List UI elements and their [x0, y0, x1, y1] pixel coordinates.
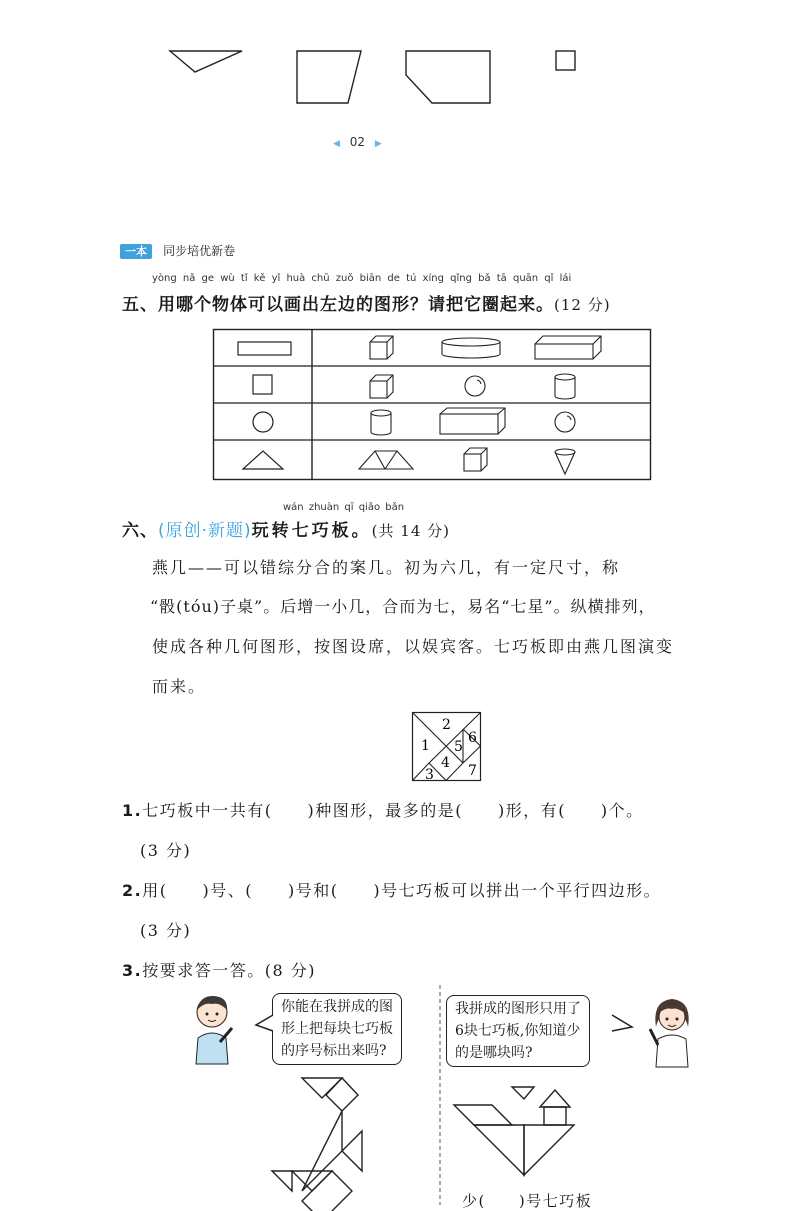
circle-shape [253, 412, 273, 432]
tangram-figure-right [452, 1085, 592, 1185]
ball-icon [555, 412, 575, 432]
cube-icon [370, 375, 393, 398]
page-number: ◀ 02 ▶ [333, 135, 382, 149]
tangram-label-4: 4 [441, 755, 450, 771]
q5-pinyin: yòng nǎ ge wù tǐ kě yǐ huà chū zuǒ biān de tú xíng qǐng bǎ tā quān qǐ lái [152, 273, 572, 284]
bubble-left-tail [256, 1015, 276, 1035]
pentagon-shape [406, 51, 490, 103]
tangram-label-7: 7 [468, 763, 477, 779]
q5-heading: 五、用哪个物体可以画出左边的图形？请把它圈起来。(12 分) [122, 295, 611, 315]
cone-icon [555, 449, 575, 474]
tangram-figure-left [270, 1075, 390, 1205]
q6-heading: 六、(原创·新题)玩转七巧板。(共 14 分) [122, 521, 450, 541]
triangle-shape [243, 451, 283, 469]
trapezoid-shape [297, 51, 361, 103]
tangram-diagram [412, 712, 484, 784]
q6-paragraph-line-1: 燕几——可以错综分合的案几。初为六几，有一定尺寸，称 [152, 558, 621, 577]
long-cuboid-icon [440, 408, 505, 434]
bubble-right-tail [612, 1015, 636, 1035]
q6-sub1: 1.七巧板中一共有( )种图形，最多的是( )形，有( )个。 [122, 801, 644, 820]
triangular-prism-icon [359, 451, 413, 469]
series-badge: 一本 [120, 244, 152, 259]
q6-paragraph-line-2: “骰(tóu)子桌”。后增一小几，合而为七，易名“七星”。纵横排列， [150, 597, 656, 616]
tangram-label-3: 3 [425, 767, 434, 783]
tangram-label-5: 5 [454, 739, 463, 755]
series-title: 同步培优新卷 [163, 244, 236, 258]
square-shape [253, 375, 272, 394]
q6-paragraph-line-4: 而来。 [152, 677, 207, 696]
series-header [120, 240, 235, 259]
q6-sub2: 2.用( )号、( )号和( )号七巧板可以拼出一个平行四边形。 [122, 881, 662, 900]
cube-icon [370, 336, 393, 359]
speech-bubble-right: 我拼成的图形只用了 6块七巧板,你知道少 的是哪块吗? [446, 995, 590, 1067]
q6-paragraph-line-3: 使成各种几何图形，按图设席，以娱宾客。七巧板即由燕几图演变 [152, 637, 675, 656]
tangram-label-6: 6 [468, 730, 477, 746]
cylinder-icon [371, 410, 391, 435]
flat-cylinder-icon [442, 338, 500, 358]
triangle-shape [170, 51, 242, 72]
q6-sub3: 3.按要求答一答。(8 分) [122, 961, 316, 980]
girl-character-icon [648, 995, 698, 1070]
q6-tag: (原创·新题) [158, 521, 252, 541]
q6-sub1-score: (3 分) [140, 841, 192, 860]
tangram-label-2: 2 [442, 717, 451, 733]
cube-icon [464, 448, 487, 471]
long-cuboid-icon [535, 336, 601, 359]
speech-bubble-left: 你能在我拼成的图 形上把每块七巧板 的序号标出来吗? [272, 993, 402, 1065]
tangram-label-1: 1 [421, 738, 430, 754]
rectangle-shape [238, 342, 291, 355]
top-shapes [0, 0, 790, 110]
cylinder-icon [555, 374, 575, 399]
q5-shape-table [213, 329, 653, 481]
ball-icon [465, 376, 485, 396]
q6-sub2-score: (3 分) [140, 921, 192, 940]
dashed-divider [439, 985, 443, 1205]
answer-blank-partial: 少( )号七巧板 [462, 1192, 593, 1210]
boy-character-icon [190, 992, 240, 1067]
small-square-shape [556, 51, 575, 70]
left-triangle-icon: ◀ [333, 139, 340, 149]
q6-pinyin: wán zhuàn qī qiǎo bǎn [283, 502, 405, 513]
right-triangle-icon: ▶ [374, 139, 382, 149]
